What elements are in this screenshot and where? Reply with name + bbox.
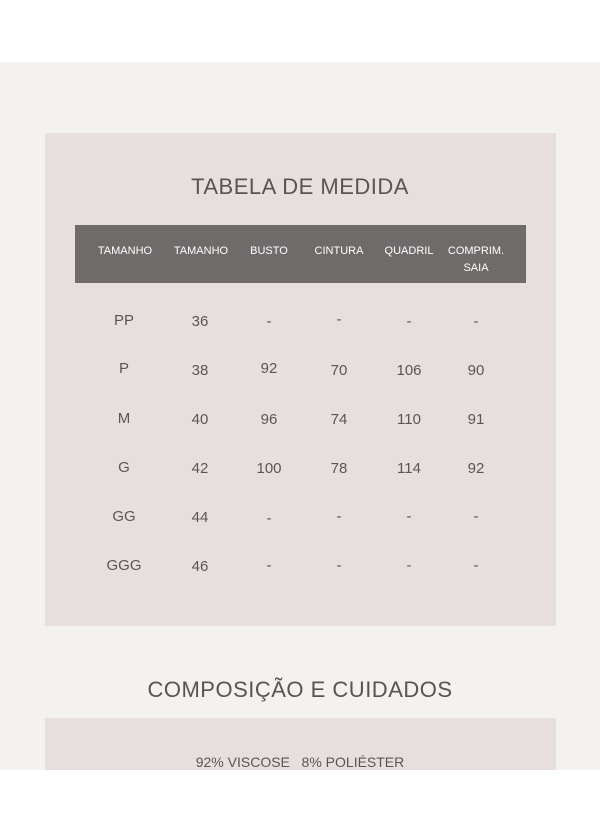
cell-bust: 100 — [256, 460, 282, 477]
cell-waist: - — [336, 311, 342, 328]
cell-hip: - — [406, 508, 412, 525]
composition-title: COMPOSIÇÃO E CUIDADOS — [147, 677, 453, 702]
cell-skirt-length: - — [473, 313, 479, 330]
cell-hip: 114 — [397, 460, 421, 477]
cell-waist: - — [336, 557, 342, 574]
size-table-card — [45, 133, 556, 626]
cell-size-letter: PP — [113, 312, 135, 329]
composition-text: 92% VISCOSE 8% POLIÉSTER — [195, 754, 405, 770]
cell-hip: 106 — [396, 362, 422, 379]
cell-size-number: 40 — [191, 411, 209, 428]
cell-skirt-length: 90 — [467, 362, 485, 379]
cell-skirt-length: 91 — [467, 411, 485, 428]
cell-hip: 110 — [397, 411, 421, 428]
header-bust: BUSTO — [250, 245, 288, 257]
cell-bust: - — [266, 313, 272, 330]
cell-bust: - — [266, 557, 272, 574]
cell-size-letter: M — [117, 410, 131, 427]
size-table-header — [75, 225, 526, 283]
size-table-title: TABELA DE MEDIDA — [191, 174, 409, 199]
cell-size-number: 46 — [191, 558, 209, 575]
cell-size-number: 36 — [191, 313, 209, 330]
cell-waist: - — [336, 508, 342, 525]
cell-hip: - — [406, 557, 412, 574]
header-size-number: TAMANHO — [173, 245, 229, 257]
cell-bust: - — [266, 510, 272, 527]
cell-size-number: 38 — [191, 362, 209, 379]
header-skirt-length: COMPRIM. SAIA — [447, 245, 505, 274]
cell-hip: - — [406, 313, 412, 330]
header-size-letter: TAMANHO — [97, 245, 153, 257]
header-waist: CINTURA — [314, 245, 364, 257]
cell-waist: 78 — [330, 460, 348, 477]
cell-bust: 92 — [260, 360, 278, 377]
cell-size-number: 42 — [191, 460, 209, 477]
header-hip: QUADRIL — [384, 245, 434, 257]
bottom-margin — [0, 770, 600, 830]
cell-size-letter: P — [118, 360, 130, 377]
cell-waist: 74 — [330, 411, 348, 428]
cell-skirt-length: - — [473, 508, 479, 525]
cell-bust: 96 — [260, 411, 278, 428]
cell-size-letter: GG — [112, 508, 136, 525]
cell-skirt-length: - — [473, 557, 479, 574]
cell-size-letter: GGG — [106, 557, 142, 574]
cell-size-number: 44 — [191, 509, 209, 526]
cell-skirt-length: 92 — [467, 460, 485, 477]
cell-waist: 70 — [330, 362, 348, 379]
cell-size-letter: G — [118, 459, 130, 476]
